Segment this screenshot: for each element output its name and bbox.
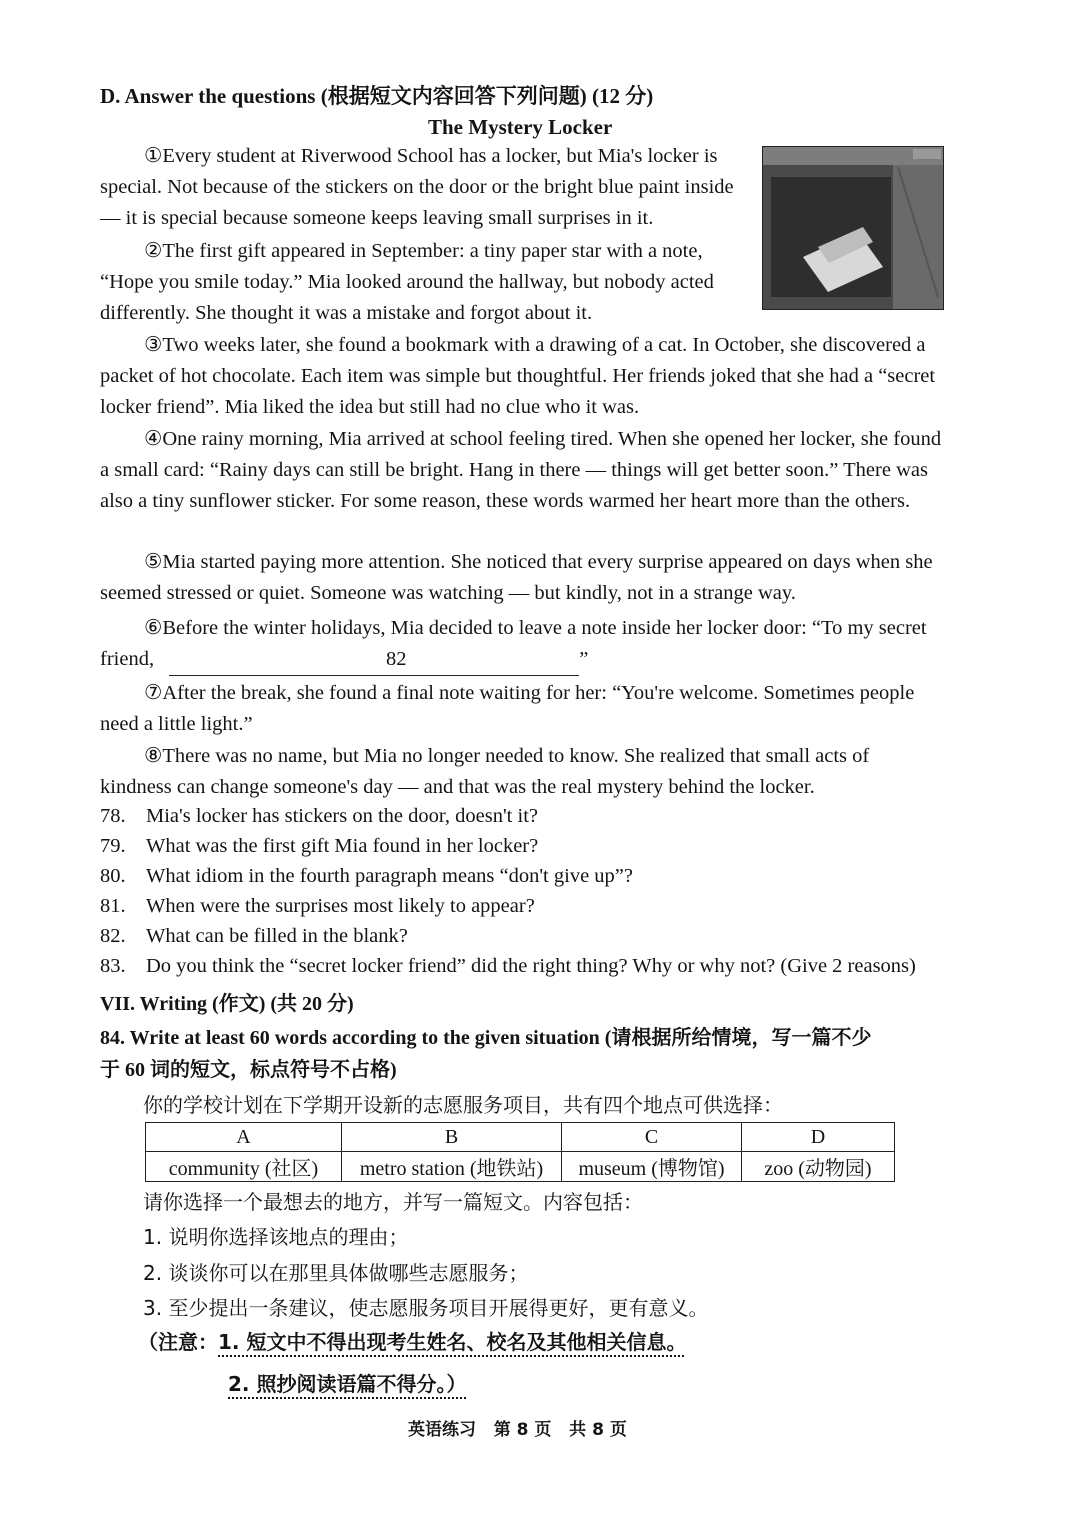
paragraph-6-text: ⑥Before the winter holidays, Mia decided to leave a note inside her locker door: “To my secret friend,: [100, 617, 927, 670]
blank-close-quote: ”: [579, 648, 589, 670]
section-d-heading: D. Answer the questions (根据短文内容回答下列问题) (12 分): [100, 84, 654, 108]
question-78: [100, 805, 538, 828]
table-cell-metro-station: metro station (地铁站): [342, 1152, 562, 1182]
table-header-row: [146, 1123, 895, 1152]
writing-task-line-1: 84. Write at least 60 words according to the given situation (请根据所给情境，写一篇不少: [100, 1027, 872, 1049]
question-81: [100, 895, 535, 918]
table-cell-zoo: zoo (动物园): [742, 1152, 895, 1182]
location-table: [145, 1122, 895, 1182]
table-header-d: D: [742, 1123, 895, 1152]
page-footer: 英语练习 第 8 页 共 8 页: [408, 1420, 627, 1440]
writing-instruction: 请你选择一个最想去的地方，并写一篇短文。内容包括：: [143, 1190, 643, 1214]
paragraph-7: ⑦After the break, she found a final note waiting for her: “You're welcome. Sometimes people need a little light.”: [100, 682, 915, 735]
paragraph-8: ⑧There was no name, but Mia no longer needed to know. She realized that small acts of kindness can change someone's day — and that was the real mystery behind the locker.: [100, 745, 870, 798]
note-prefix: （注意：: [138, 1330, 218, 1354]
question-text: What can be filled in the blank?: [146, 925, 408, 947]
writing-item-1: 1. 说明你选择该地点的理由；: [143, 1225, 409, 1249]
answer-blank: 82: [169, 644, 579, 676]
note-line-2: [228, 1368, 466, 1397]
note-2: 2. 照抄阅读语篇不得分。）: [228, 1372, 467, 1396]
paragraph-1: ①Every student at Riverwood School has a locker, but Mia's locker is special. Not because of the stickers on the door or the bright blue paint inside — it is special because someone keeps leaving small surprises in it.: [100, 145, 734, 229]
question-number: 79.: [100, 835, 126, 857]
writing-task-line-2: 于 60 词的短文，标点符号不占格): [100, 1059, 397, 1081]
question-79: [100, 835, 538, 858]
paragraph-4: ④One rainy morning, Mia arrived at school feeling tired. When she opened her locker, she found a small card: “Rainy days can still be bright. Hang in there — things will get better soon.” There was also a tiny sunflower sticker. For some reason, these words warmed her heart more than the others.: [100, 428, 942, 512]
note-line-1: [138, 1326, 686, 1355]
paragraph-6: [100, 613, 944, 676]
locker-photo: [762, 146, 944, 310]
question-number: 83.: [100, 955, 126, 977]
paragraph-3: ③Two weeks later, she found a bookmark with a drawing of a cat. In October, she discovered a packet of hot chocolate. Each item was simple but thoughtful. Her friends joked that she had a “secret locker friend”. Mia liked the idea but still had no clue who it was.: [100, 334, 936, 418]
question-number: 82.: [100, 925, 126, 947]
table-header-b: B: [342, 1123, 562, 1152]
question-number: 81.: [100, 895, 126, 917]
note-1: 1. 短文中不得出现考生姓名、校名及其他相关信息。: [218, 1330, 687, 1354]
table-header-c: C: [562, 1123, 742, 1152]
writing-item-3: 3. 至少提出一条建议，使志愿服务项目开展得更好，更有意义。: [143, 1296, 709, 1320]
question-text: Mia's locker has stickers on the door, doesn't it?: [146, 805, 538, 827]
question-text: What was the first gift Mia found in her locker?: [146, 835, 539, 857]
writing-intro: 你的学校计划在下学期开设新的志愿服务项目，共有四个地点可供选择：: [143, 1093, 783, 1117]
passage-title: The Mystery Locker: [428, 115, 613, 139]
paragraph-5: ⑤Mia started paying more attention. She noticed that every surprise appeared on days when she seemed stressed or quiet. Someone was watching — but kindly, not in a strange way.: [100, 551, 933, 604]
question-number: 80.: [100, 865, 126, 887]
paragraph-2: ②The first gift appeared in September: a tiny paper star with a note, “Hope you smile today.” Mia looked around the hallway, but nobody acted differently. She thought it was a mistake and forgot about it.: [100, 240, 714, 324]
table-cell-community: community (社区): [146, 1152, 342, 1182]
question-83: [100, 955, 916, 978]
question-text: When were the surprises most likely to appear?: [146, 895, 535, 917]
table-row: [146, 1152, 895, 1182]
table-cell-museum: museum (博物馆): [562, 1152, 742, 1182]
question-text: What idiom in the fourth paragraph means “don't give up”?: [146, 865, 633, 887]
writing-item-2: 2. 谈谈你可以在那里具体做哪些志愿服务；: [143, 1261, 529, 1285]
question-80: [100, 865, 633, 888]
table-header-a: A: [146, 1123, 342, 1152]
locker-illustration: [763, 147, 943, 309]
question-number: 78.: [100, 805, 126, 827]
section-vii-heading: VII. Writing (作文) (共 20 分): [100, 993, 354, 1015]
question-text: Do you think the “secret locker friend” did the right thing? Why or why not? (Give 2 reasons): [146, 955, 916, 977]
question-82: [100, 925, 408, 948]
